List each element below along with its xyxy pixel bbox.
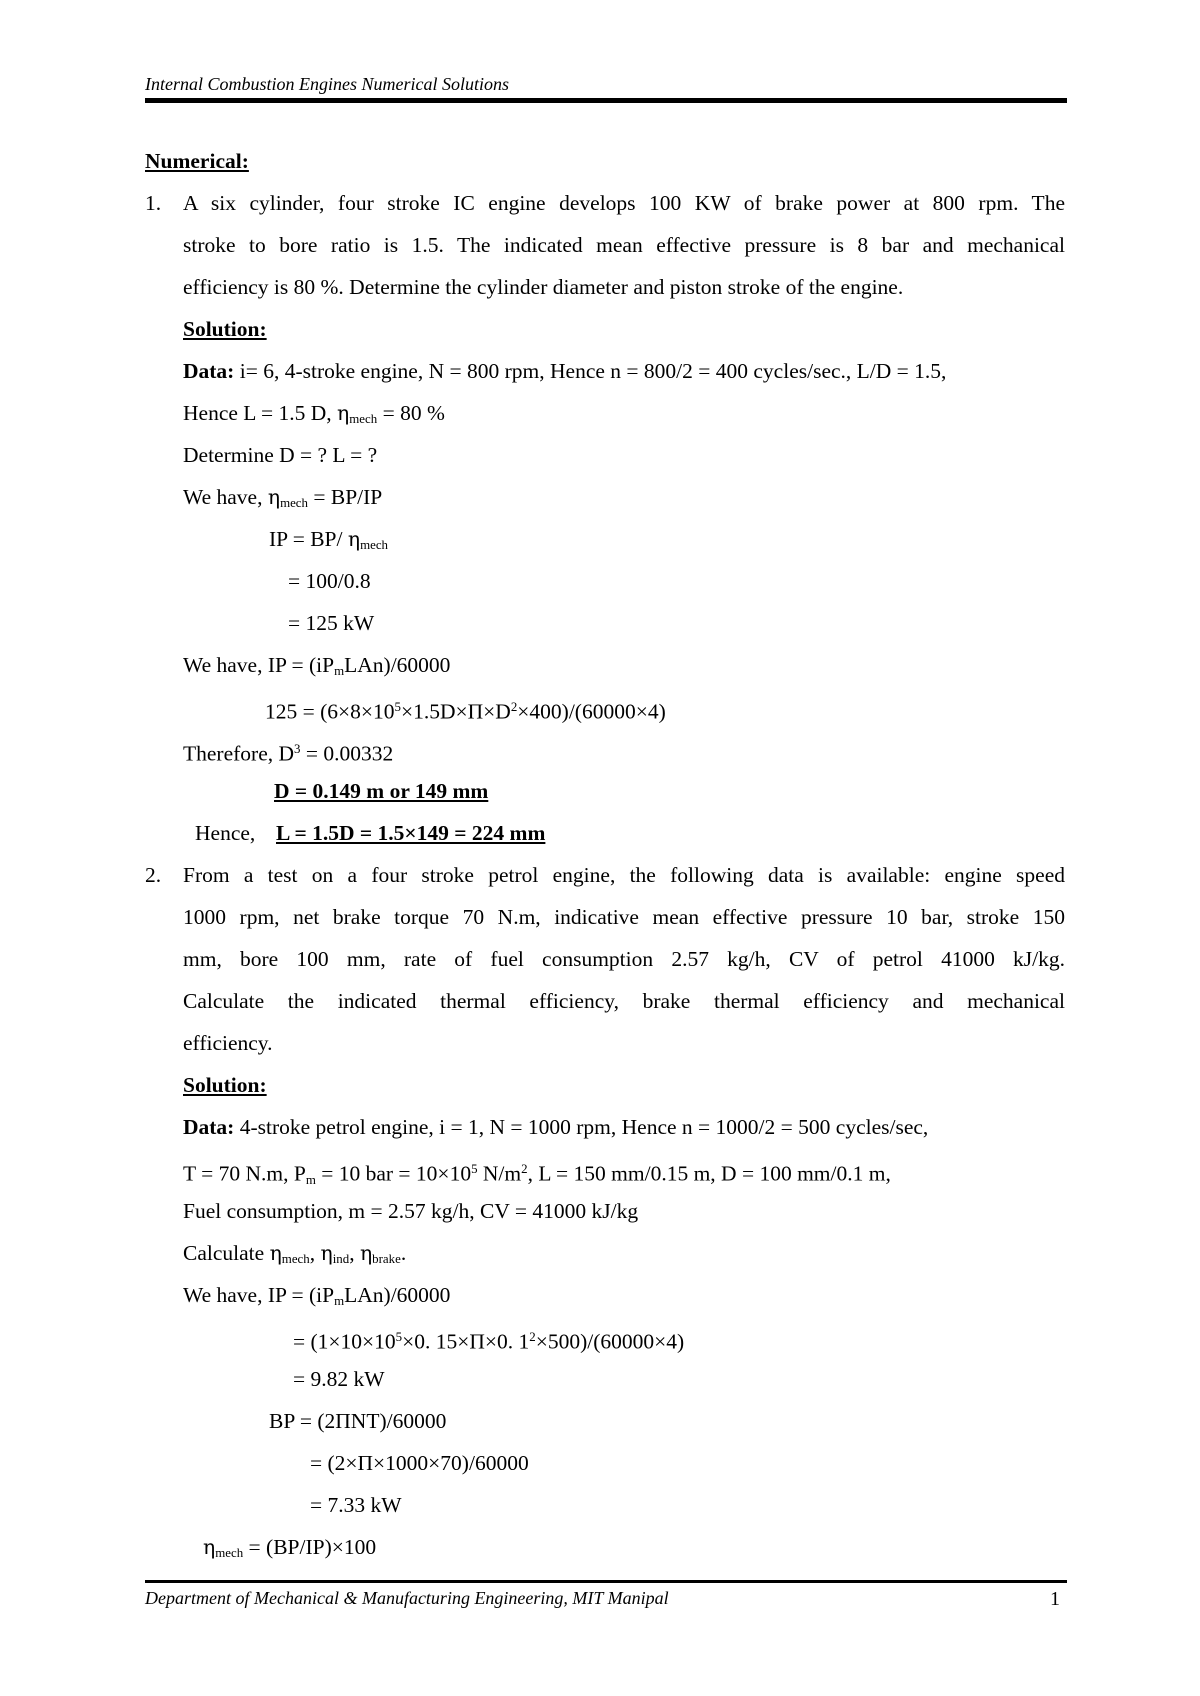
problem2-data xyxy=(145,1106,1065,1148)
text: = 10 bar = 10×10 xyxy=(315,1161,472,1186)
eta-symbol: η xyxy=(359,1241,373,1265)
eta-symbol: η xyxy=(337,401,350,425)
text: ×500)/(60000×4) xyxy=(535,1329,685,1354)
equation: = 7.33 kW xyxy=(310,1493,402,1517)
problem2-ip-sub xyxy=(145,1316,1065,1358)
text: IP = BP/ xyxy=(269,527,348,551)
equation xyxy=(203,1526,376,1574)
subscript: ind xyxy=(332,1252,350,1267)
eta-symbol: η xyxy=(203,1535,216,1559)
superscript: 2 xyxy=(510,700,518,714)
text: Hence, xyxy=(195,821,256,845)
problem2-ip-result xyxy=(145,1358,1065,1400)
equation: = 9.82 kW xyxy=(293,1367,385,1391)
text: . xyxy=(400,1241,407,1265)
result-l: L = 1.5D = 1.5×149 = 224 mm xyxy=(276,821,546,845)
problem2-bp-sub xyxy=(145,1442,1065,1484)
problem1-ip-eq2 xyxy=(145,602,1065,644)
problem2-line-3 xyxy=(145,938,1065,980)
text: LAn)/60000 xyxy=(344,653,451,677)
problem1-solution-label xyxy=(145,308,1065,350)
problem1-statement: A six cylinder, four stroke IC engine develops 100 KW of brake power at 800 rpm. The xyxy=(183,191,1065,215)
problem2-number: 2. xyxy=(145,863,162,887)
text: , L = 150 mm/0.15 m, D = 100 mm/0.1 m, xyxy=(527,1161,891,1186)
problem2-line-1 xyxy=(145,854,1065,896)
text: We have, IP = (iP xyxy=(183,653,335,677)
data-label: Data: xyxy=(183,359,235,383)
solution-label: Solution: xyxy=(183,1073,267,1097)
problem2-statement: 1000 rpm, net brake torque 70 N.m, indicative mean effective pressure 10 bar, stroke 150 xyxy=(183,905,1065,929)
text: ×400)/(60000×4) xyxy=(517,699,666,724)
problem2-bp-formula xyxy=(145,1400,1065,1442)
equation xyxy=(293,1316,684,1363)
text: Therefore, D xyxy=(183,741,295,766)
problem2-calculate xyxy=(145,1232,1065,1274)
text: = (1×10×10 xyxy=(293,1329,396,1354)
text: We have, xyxy=(183,485,268,509)
text: Calculate xyxy=(183,1241,270,1265)
text: ×1.5D×Π×D xyxy=(401,699,511,724)
problem2-statement: efficiency. xyxy=(183,1031,273,1055)
problem1-statement: efficiency is 80 %. Determine the cylinder diameter and piston stroke of the engine. xyxy=(183,275,904,299)
text: , xyxy=(309,1241,321,1265)
problem2-statement: Calculate the indicated thermal efficiency, brake thermal efficiency and mechanical xyxy=(183,989,1065,1013)
footer-rule xyxy=(145,1580,1067,1583)
subscript: m xyxy=(305,1172,316,1187)
problem1-data xyxy=(145,350,1065,392)
subscript: mech xyxy=(349,412,378,427)
subscript: brake xyxy=(372,1252,401,1267)
problem2-torque xyxy=(145,1148,1065,1190)
subscript: mech xyxy=(281,1252,310,1267)
problem1-line-2 xyxy=(145,224,1065,266)
equation xyxy=(265,686,666,733)
problem1-statement: stroke to bore ratio is 1.5. The indicated mean effective pressure is 8 bar and mechanical xyxy=(183,233,1065,257)
superscript: 2 xyxy=(529,1330,536,1344)
text: , xyxy=(349,1241,360,1265)
superscript: 5 xyxy=(471,1162,478,1176)
text: ×0. 15×Π×0. 1 xyxy=(402,1329,530,1354)
text: Determine D = ? L = ? xyxy=(183,443,378,467)
page-content xyxy=(145,140,1065,1568)
subscript: m xyxy=(334,664,345,679)
text: = (BP/IP)×100 xyxy=(243,1535,377,1559)
text: N/m xyxy=(477,1161,522,1186)
superscript: 3 xyxy=(294,742,301,756)
data-text: i= 6, 4-stroke engine, N = 800 rpm, Hence n = 800/2 = 400 cycles/sec., L/D = 1.5, xyxy=(234,359,947,383)
text: Hence L = 1.5 D, xyxy=(183,401,338,425)
problem1-ip-eq1 xyxy=(145,560,1065,602)
section-heading xyxy=(145,140,1065,182)
header-title: Internal Combustion Engines Numerical Solutions xyxy=(145,74,509,94)
problem1-line-3 xyxy=(145,266,1065,308)
text: T = 70 N.m, P xyxy=(183,1161,306,1186)
page-number: 1 xyxy=(1050,1588,1060,1610)
subscript: m xyxy=(334,1294,345,1309)
result-d: D = 0.149 m or 149 mm xyxy=(274,779,489,803)
eta-symbol: η xyxy=(267,485,281,509)
text: = 0.00332 xyxy=(300,741,394,766)
text: = BP/IP xyxy=(307,485,383,509)
problem2-solution-label xyxy=(145,1064,1065,1106)
superscript: 5 xyxy=(395,1330,403,1344)
superscript: 2 xyxy=(521,1162,528,1176)
equation xyxy=(269,518,388,566)
problem1-therefore xyxy=(145,728,1065,770)
footer-department: Department of Mechanical & Manufacturing Engineering, MIT Manipal xyxy=(145,1588,669,1608)
subscript: mech xyxy=(215,1546,244,1561)
solution-label: Solution: xyxy=(183,317,267,341)
header-rule xyxy=(145,98,1067,103)
problem2-statement: From a test on a four stroke petrol engine, the following data is available: engine speed xyxy=(183,863,1065,887)
problem1-hence xyxy=(145,392,1065,434)
problem1-line-1 xyxy=(145,182,1065,224)
problem1-l-result xyxy=(145,812,1065,854)
equation: = 125 kW xyxy=(288,611,375,635)
equation: = 100/0.8 xyxy=(288,569,371,593)
text: 125 = (6×8×10 xyxy=(265,699,395,724)
superscript: 5 xyxy=(394,700,401,714)
equation: = (2×Π×1000×70)/60000 xyxy=(310,1451,529,1475)
data-text: 4-stroke petrol engine, i = 1, N = 1000 rpm, Hence n = 1000/2 = 500 cycles/sec, xyxy=(234,1115,929,1139)
problem1-d-result xyxy=(145,770,1065,812)
problem2-ip-formula xyxy=(145,1274,1065,1316)
problem2-fuel xyxy=(145,1190,1065,1232)
data-label: Data: xyxy=(183,1115,235,1139)
problem2-line-4 xyxy=(145,980,1065,1022)
problem2-line-5 xyxy=(145,1022,1065,1064)
subscript: mech xyxy=(280,496,308,511)
text: Fuel consumption, m = 2.57 kg/h, CV = 41000 kJ/kg xyxy=(183,1199,639,1223)
text: We have, IP = (iP xyxy=(183,1283,335,1307)
problem1-number: 1. xyxy=(145,191,162,215)
equation: BP = (2ΠNT)/60000 xyxy=(269,1409,447,1433)
heading-numerical: Numerical: xyxy=(145,149,249,173)
text: LAn)/60000 xyxy=(344,1283,451,1307)
eta-symbol: η xyxy=(347,527,361,551)
problem1-ip xyxy=(145,518,1065,560)
problem2-line-2 xyxy=(145,896,1065,938)
problem2-bp-result xyxy=(145,1484,1065,1526)
problem1-eq125 xyxy=(145,686,1065,728)
problem2-eta-mech xyxy=(145,1526,1065,1568)
subscript: mech xyxy=(360,538,388,553)
problem1-ip-formula xyxy=(145,644,1065,686)
problem1-wehave xyxy=(145,476,1065,518)
problem1-determine xyxy=(145,434,1065,476)
problem2-statement: mm, bore 100 mm, rate of fuel consumption 2.57 kg/h, CV of petrol 41000 kJ/kg. xyxy=(183,947,1065,971)
eta-symbol: η xyxy=(320,1241,333,1265)
text: = 80 % xyxy=(377,401,445,425)
eta-symbol: η xyxy=(269,1241,282,1265)
